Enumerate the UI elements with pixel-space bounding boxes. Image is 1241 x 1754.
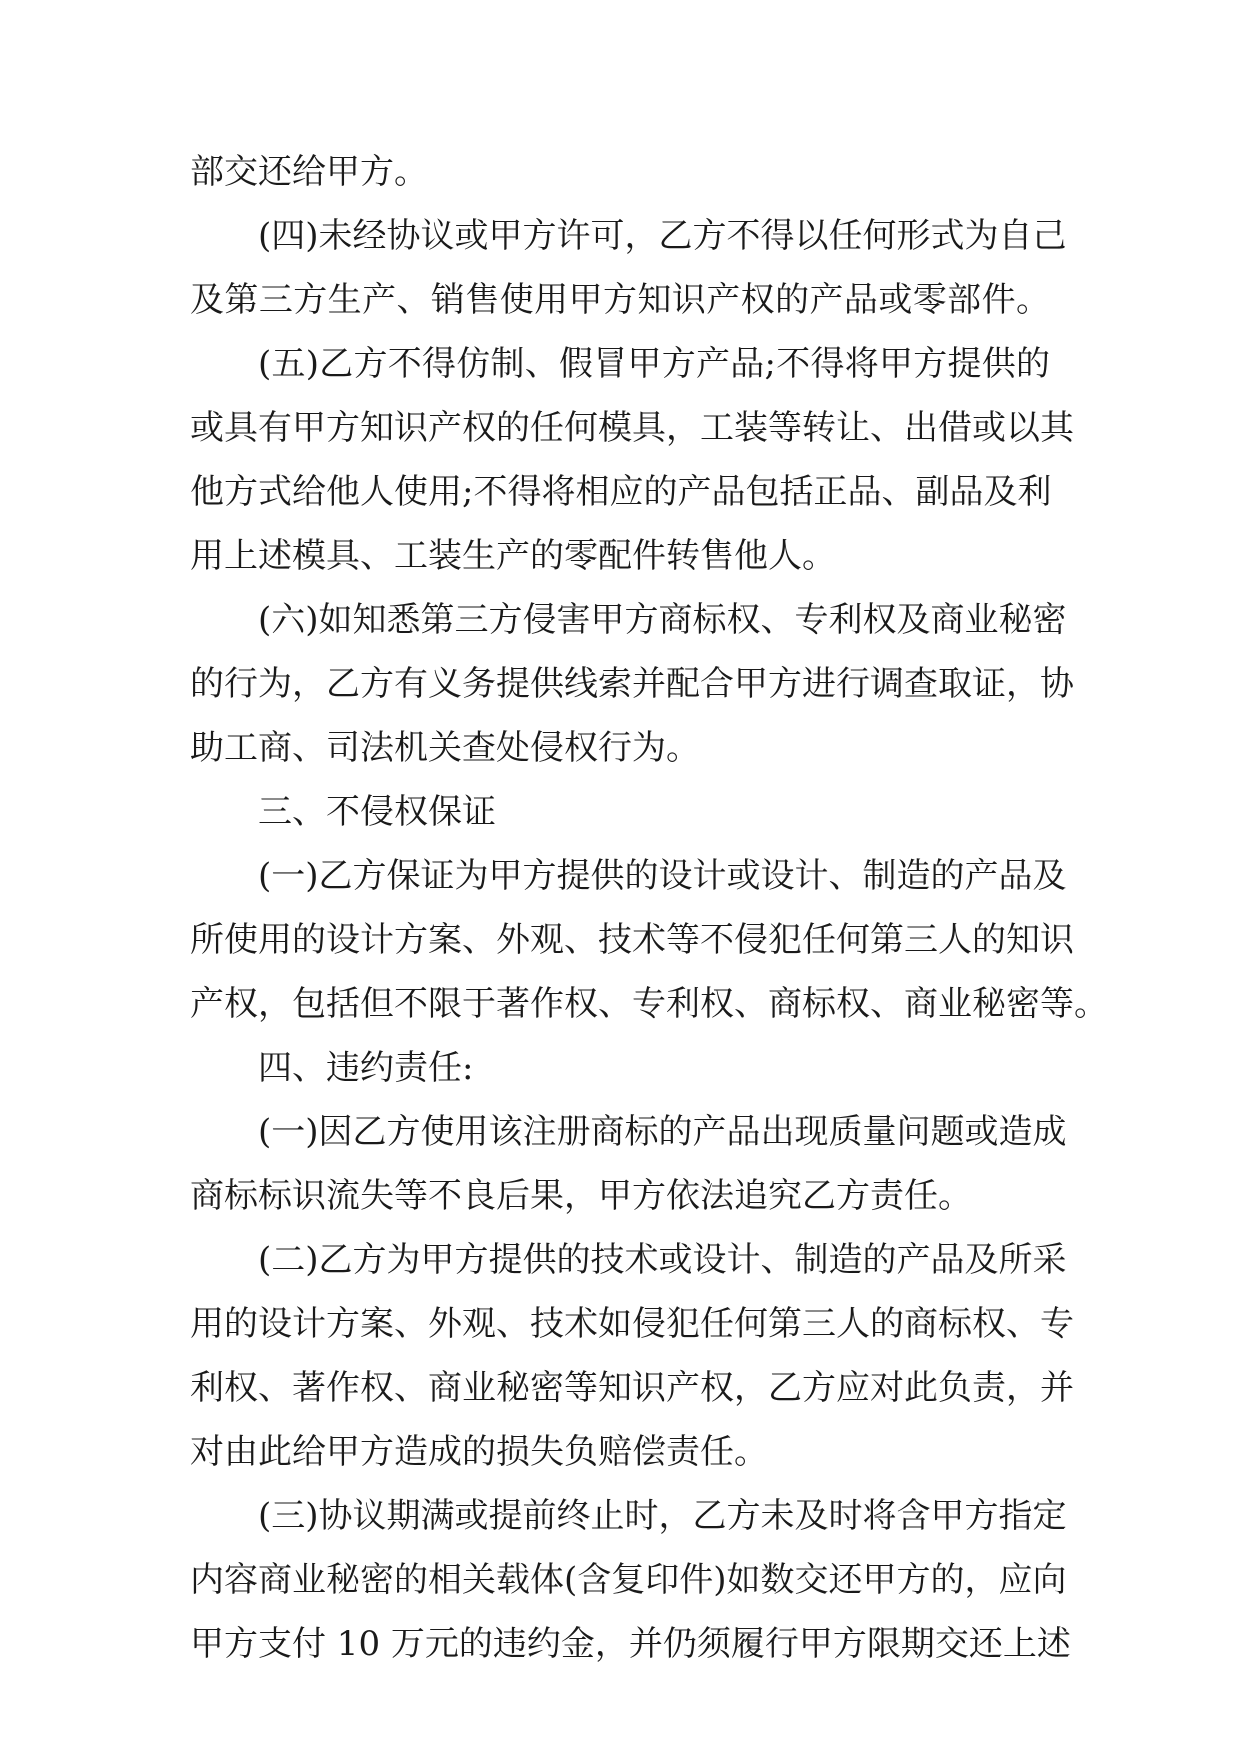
text-line: 所使用的设计方案、外观、技术等不侵犯任何第三人的知识 — [190, 920, 1074, 960]
text-line: 或具有甲方知识产权的任何模具，工装等转让、出借或以其 — [190, 408, 1074, 448]
text-line: 助工商、司法机关查处侵权行为。 — [190, 728, 700, 768]
text-line: (二)乙方为甲方提供的技术或设计、制造的产品及所采 — [258, 1240, 1067, 1280]
text-line: 商标标识流失等不良后果，甲方依法追究乙方责任。 — [190, 1176, 972, 1216]
text-line: (一)因乙方使用该注册商标的产品出现质量问题或造成 — [258, 1112, 1067, 1152]
text-line: 利权、著作权、商业秘密等知识产权，乙方应对此负责，并 — [190, 1368, 1074, 1408]
text-line: (三)协议期满或提前终止时，乙方未及时将含甲方指定 — [258, 1496, 1067, 1536]
text-line: (六)如知悉第三方侵害甲方商标权、专利权及商业秘密 — [258, 600, 1067, 640]
text-line: 的行为，乙方有义务提供线索并配合甲方进行调查取证，协 — [190, 664, 1074, 704]
text-line: 产权，包括但不限于著作权、专利权、商标权、商业秘密等。 — [190, 984, 1108, 1024]
text-line: 对由此给甲方造成的损失负赔偿责任。 — [190, 1432, 768, 1472]
text-line: 用的设计方案、外观、技术如侵犯任何第三人的商标权、专 — [190, 1304, 1074, 1344]
text-line: 内容商业秘密的相关载体(含复印件)如数交还甲方的，应向 — [190, 1560, 1067, 1600]
text-line: (一)乙方保证为甲方提供的设计或设计、制造的产品及 — [258, 856, 1067, 896]
text-line: (五)乙方不得仿制、假冒甲方产品;不得将甲方提供的 — [258, 344, 1050, 384]
text-line: 用上述模具、工装生产的零配件转售他人。 — [190, 536, 836, 576]
text-line: 部交还给甲方。 — [190, 152, 428, 192]
text-line: 他方式给他人使用;不得将相应的产品包括正品、副品及利 — [190, 472, 1052, 512]
section-heading: 三、不侵权保证 — [258, 792, 496, 832]
text-line: (四)未经协议或甲方许可，乙方不得以任何形式为自己 — [258, 216, 1067, 256]
section-heading: 四、违约责任: — [258, 1048, 474, 1088]
text-line: 甲方支付 10 万元的违约金，并仍须履行甲方限期交还上述 — [190, 1624, 1071, 1664]
text-line: 及第三方生产、销售使用甲方知识产权的产品或零部件。 — [190, 280, 1050, 320]
